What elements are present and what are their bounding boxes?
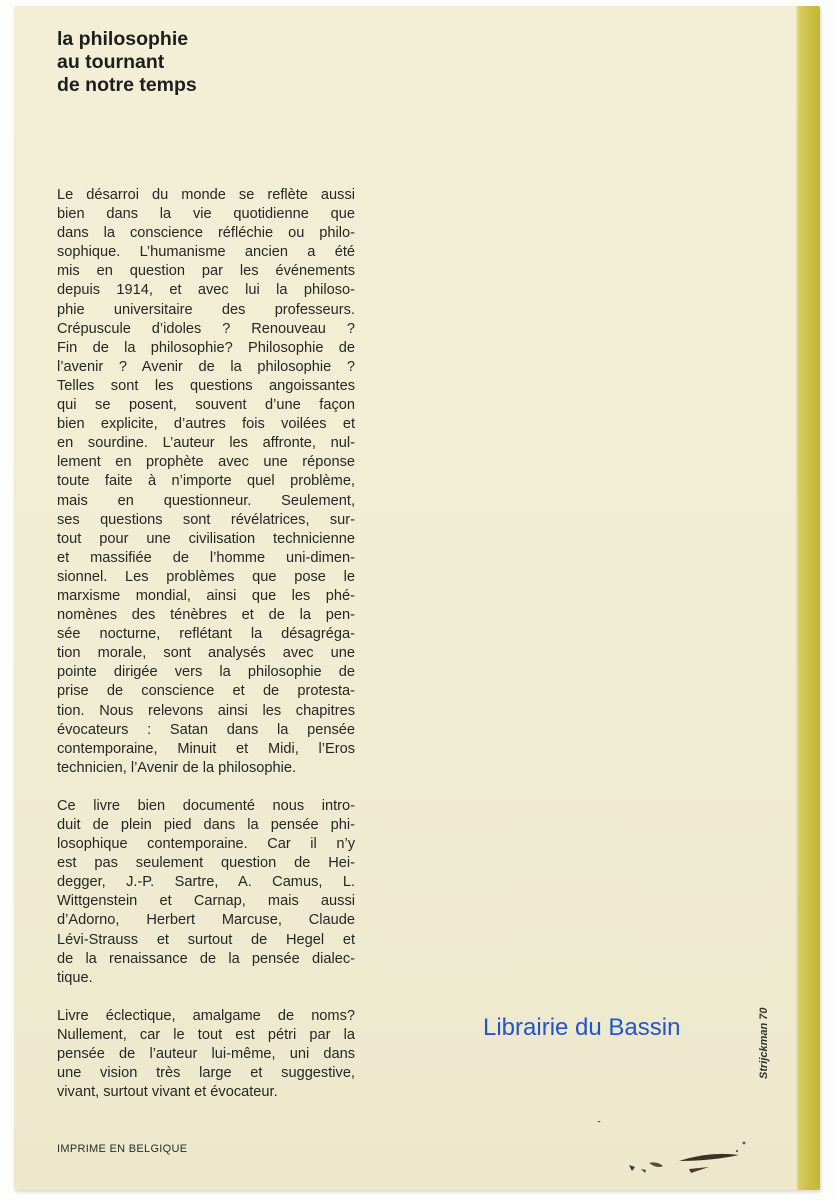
text-line: tout pour une civilisation technicienne (57, 530, 355, 547)
text-line: évocateurs : Satan dans la pensée (57, 721, 355, 738)
text-line: marxisme mondial, ainsi que les phé- (57, 587, 355, 604)
text-line: Livre éclectique, amalgame de noms? (57, 1007, 355, 1024)
text-line: Nullement, car le tout est pétri par la (57, 1026, 355, 1043)
text-line: vivant, surtout vivant et évocateur. (57, 1084, 278, 1101)
designer-signature: Strijckman 70 (758, 1007, 770, 1079)
text-line: degger, J.-P. Sartre, A. Camus, L. (57, 874, 355, 891)
text-line: de la renaissance de la pensée dialec- (57, 950, 355, 967)
imprint-notice: IMPRIME EN BELGIQUE (57, 1143, 188, 1155)
text-line: Le désarroi du monde se reflète aussi (57, 187, 355, 203)
text-line: dans la conscience réfléchie ou philo- (57, 225, 355, 242)
blurb-paragraph (57, 797, 355, 988)
text-line: une vision très large et suggestive, (57, 1065, 355, 1082)
text-line: mis en question par les événements (57, 263, 355, 280)
text-line: contemporaine, Minuit et Midi, l’Eros (57, 740, 355, 757)
text-line: d’Adorno, Herbert Marcuse, Claude (57, 912, 355, 929)
text-line: Lévi-Strauss et surtout de Hegel et (57, 931, 355, 948)
text-line: pointe dirigée vers la philosophie de (57, 664, 355, 681)
text-line: tion morale, sont analysés avec une (57, 645, 355, 662)
text-line: sophique. L’humanisme ancien a été (57, 244, 355, 261)
text-line: et massifiée de l’homme uni-dimen- (57, 549, 355, 566)
text-line: phie universitaire des professeurs. (57, 301, 355, 318)
text-line: qui se posent, souvent d’une façon (57, 397, 355, 414)
cover-wear-marks (589, 1121, 769, 1190)
text-line: l’avenir ? Avenir de la philosophie ? (57, 358, 355, 375)
text-line: ses questions sont révélatrices, sur- (57, 511, 355, 528)
title-line: de notre temps (57, 74, 197, 96)
text-line: technicien, l’Avenir de la philosophie. (57, 759, 297, 776)
blurb-paragraph (57, 186, 355, 778)
text-line: Telles sont les questions angoissantes (57, 377, 355, 394)
book-title (57, 28, 197, 97)
book-spine (798, 6, 820, 1190)
text-line: Wittgenstein et Carnap, mais aussi (57, 893, 355, 910)
text-line: losophique contemporaine. Car il n’y (57, 836, 355, 853)
title-line: la philosophie (57, 28, 189, 50)
blurb-text (57, 186, 355, 1121)
text-line: Crépuscule d’idoles ? Renouveau ? (57, 320, 355, 337)
text-line: lement en prophète avec une réponse (57, 454, 355, 471)
text-line: duit de plein pied dans la pensée phi- (57, 817, 355, 833)
text-line: Ce livre bien documenté nous intro- (57, 797, 355, 814)
text-line: depuis 1914, et avec lui la philoso- (57, 282, 355, 299)
text-line: pensée de l’auteur lui-même, uni dans (57, 1046, 355, 1063)
book-cover (14, 6, 820, 1190)
text-line: mais en questionneur. Seulement, (57, 492, 355, 509)
blurb-paragraph (57, 1007, 355, 1102)
text-line: nomènes des ténèbres et de la pen- (57, 607, 355, 624)
text-line: prise de conscience et de protesta- (57, 683, 355, 700)
text-line: sionnel. Les problèmes que pose le (57, 568, 355, 585)
text-line: tique. (57, 969, 93, 986)
text-line: tion. Nous relevons ainsi les chapitres (57, 702, 355, 719)
text-line: toute faite à n’importe quel problème, (57, 473, 355, 490)
bookseller-watermark: Librairie du Bassin (483, 1014, 681, 1041)
title-line: au tournant (57, 51, 165, 73)
text-line: bien explicite, d’autres fois voilées et (57, 416, 355, 433)
text-line: sée nocturne, reflétant la désagréga- (57, 626, 355, 643)
text-line: bien dans la vie quotidienne que (57, 206, 355, 223)
text-line: en sourdine. L’auteur les affronte, nul- (57, 435, 355, 452)
text-line: est pas seulement question de Hei- (57, 855, 355, 872)
text-line: Fin de la philosophie? Philosophie de (57, 339, 355, 356)
